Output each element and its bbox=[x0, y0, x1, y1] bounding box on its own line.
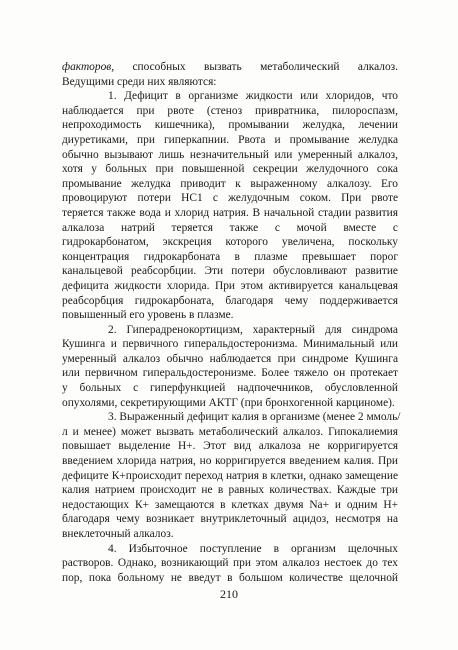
text-line: обычно вызывают лишь незначительный или умеренный алкалоз, bbox=[62, 148, 398, 161]
text-line: благодаря чему возникает внутриклеточный ацидоз, несмотря на bbox=[62, 513, 398, 526]
text-line bbox=[62, 60, 398, 75]
text-line: канальцевой реабсорбции. Эти потери обусловливают развитие bbox=[62, 265, 398, 278]
text-line: опухолями, секретирующими АКТГ (при бронхогенной карциноме). bbox=[62, 396, 395, 409]
text-line: диуретиками, при гиперкапнии. Рвота и промывание желудка bbox=[62, 133, 398, 146]
text-line: повышенный его уровень в плазме. bbox=[62, 309, 234, 322]
text-line: Ведущими среди них являются: bbox=[62, 75, 217, 88]
text-line: или первичном гиперальдостеронизме. Более тяжело он протекает bbox=[62, 367, 398, 380]
body-text bbox=[62, 60, 401, 585]
text-line: непроходимость кишечника), промывании желудка, лечении bbox=[62, 119, 398, 132]
text-line: недостающих К+ замещаются в клетках двумя Na+ и одним Н+ bbox=[62, 498, 398, 511]
text-line: введением хлорида натрия, но корригируется введением калия. При bbox=[62, 455, 398, 468]
text-line: Кушинга и первичного гиперальдостеронизма. Минимальный или bbox=[62, 338, 398, 351]
text-line: 1. Дефицит в организме жидкости или хлоридов, что bbox=[108, 90, 398, 103]
text-line: калия натрием происходит не в равных количествах. Каждые три bbox=[62, 484, 398, 497]
text-line: реабсорбция гидрокарбоната, благодаря чему поддерживается bbox=[62, 294, 398, 307]
text-line: гидрокарбонатом, экскреция которого увеличена, поскольку bbox=[62, 236, 398, 249]
italic-term: факторов, bbox=[62, 61, 115, 73]
line-text: способных вызвать метаболический алкалоз. bbox=[114, 61, 398, 73]
text-line: алкалоза натрий теряется также с мочой вместе с bbox=[62, 221, 398, 234]
text-line: растворов. Однако, возникающий при этом алкалоз нестоек до тех bbox=[62, 557, 398, 570]
text-line: хотя у больных при повышенной секреции желудочного сока bbox=[62, 163, 398, 176]
text-line: 4. Избыточное поступление в организм щелочных bbox=[108, 542, 398, 555]
text-line: дефиците К+происходит переход натрия в клетки, однако замещение bbox=[62, 469, 398, 482]
text-line: наблюдается при рвоте (стеноз привратника, пилороспазм, bbox=[62, 104, 398, 117]
text-line: умеренный алкалоз обычно наблюдается при синдроме Кушинга bbox=[62, 352, 398, 365]
text-line: у больных с гиперфункцией надпочечников, обусловленной bbox=[62, 382, 398, 395]
text-line: внеклеточный алкалоз. bbox=[62, 528, 174, 540]
text-line: 3. Выраженный дефицит калия в организме (менее 2 ммоль/ bbox=[108, 411, 401, 424]
text-line: провоцируют потери НС1 с желудочным соком. При рвоте bbox=[62, 192, 398, 205]
text-line: л и менее) может вызвать метаболический алкалоз. Гипокалиемия bbox=[62, 425, 398, 438]
text-line: дефицита жидкости хлорида. При этом активируется канальцевая bbox=[62, 279, 398, 292]
text-line: концентрация гидрокарбоната в плазме превышает порог bbox=[62, 250, 398, 263]
text-line: 2. Гиперадренокортицизм, характерный для синдрома bbox=[108, 323, 398, 336]
text-line: промывание желудка приводит к выраженному алкалозу. Его bbox=[62, 177, 398, 190]
text-line: теряется также вода и хлорид натрия. В начальной стадии развития bbox=[62, 206, 398, 219]
text-line: повышает выделение Н+. Этот вид алкалоза не корригируется bbox=[62, 440, 398, 453]
text-line: пор, пока больному не введут в большом количестве щелочной bbox=[62, 571, 398, 584]
page-number: 210 bbox=[220, 587, 238, 601]
